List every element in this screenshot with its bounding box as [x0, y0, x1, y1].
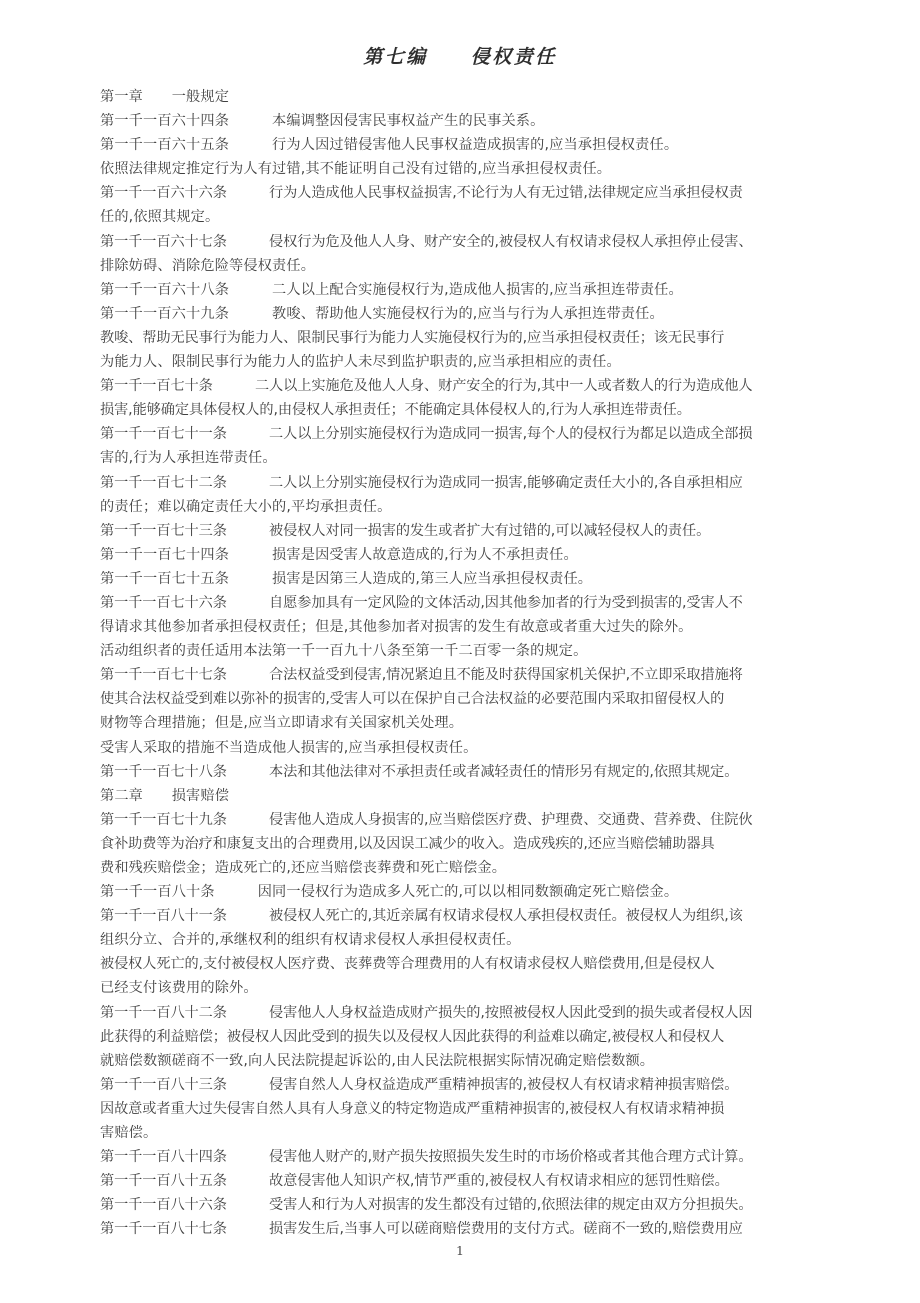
document-line: 第一千一百八十四条 侵害他人财产的,财产损失按照损失发生时的市场价格或者其他合理方式计算。 [100, 1149, 753, 1166]
document-line: 害的,行为人承担连带责任。 [100, 450, 277, 467]
document-line: 已经支付该费用的除外。 [100, 980, 258, 997]
document-line: 第二章 损害赔偿 [100, 787, 230, 804]
document-line: 第一千一百七十四条 损害是因受害人故意造成的,行为人不承担责任。 [100, 546, 578, 563]
document-line: 第一千一百八十五条 故意侵害他人知识产权,情节严重的,被侵权人有权请求相应的惩罚性赔偿。 [100, 1173, 729, 1190]
document-line: 任的,依照其规定。 [100, 209, 220, 226]
document-line: 第一千一百七十八条 本法和其他法律对不承担责任或者减轻责任的情形另有规定的,依照其规定。 [100, 763, 739, 780]
document-line: 排除妨碍、消除危险等侵权责任。 [100, 257, 316, 274]
document-line: 第一千一百八十三条 侵害自然人人身权益造成严重精神损害的,被侵权人有权请求精神损害赔偿。 [100, 1076, 739, 1093]
document-line: 教唆、帮助无民事行为能力人、限制民事行为能力人实施侵权行为的,应当承担侵权责任；该无民事行 [100, 329, 725, 346]
document-line: 第一千一百六十四条 本编调整因侵害民事权益产生的民事关系。 [100, 113, 545, 130]
document-line: 活动组织者的责任适用本法第一千一百九十八条至第一千二百零一条的规定。 [100, 643, 588, 660]
document-line: 被侵权人死亡的,支付被侵权人医疗费、丧葬费等合理费用的人有权请求侵权人赔偿费用,但是侵权人 [100, 956, 715, 973]
document-line: 第一千一百六十八条 二人以上配合实施侵权行为,造成他人损害的,应当承担连带责任。 [100, 281, 683, 298]
document-line: 依照法律规定推定行为人有过错,其不能证明自己没有过错的,应当承担侵权责任。 [100, 161, 612, 178]
document-line: 第一千一百六十五条 行为人因过错侵害他人民事权益造成损害的,应当承担侵权责任。 [100, 137, 679, 154]
document-line: 此获得的利益赔偿；被侵权人因此受到的损失以及侵权人因此获得的利益难以确定,被侵权人和侵权人 [100, 1028, 725, 1045]
document-line: 损害,能够确定具体侵权人的,由侵权人承担责任；不能确定具体侵权人的,行为人承担连带责任。 [100, 402, 691, 419]
document-line: 第一千一百六十九条 教唆、帮助他人实施侵权行为的,应当与行为人承担连带责任。 [100, 305, 664, 322]
document-line: 的责任；难以确定责任大小的,平均承担责任。 [100, 498, 392, 515]
document-line: 组织分立、合并的,承继权利的组织有权请求侵权人承担侵权责任。 [100, 932, 521, 949]
document-line: 第一千一百六十六条 行为人造成他人民事权益损害,不论行为人有无过错,法律规定应当承担侵权责 [100, 185, 743, 202]
document-line: 第一千一百八十六条 受害人和行为人对损害的发生都没有过错的,依照法律的规定由双方分担损失。 [100, 1197, 753, 1214]
document-line: 第一千一百七十二条 二人以上分别实施侵权行为造成同一损害,能够确定责任大小的,各自承担相应 [100, 474, 743, 491]
document-body [100, 85, 822, 1242]
document-line: 第一千一百七十三条 被侵权人对同一损害的发生或者扩大有过错的,可以减轻侵权人的责任。 [100, 522, 711, 539]
document-line: 使其合法权益受到难以弥补的损害的,受害人可以在保护自己合法权益的必要范围内采取扣留侵权人的 [100, 691, 725, 708]
document-line: 就赔偿数额磋商不一致,向人民法院提起诉讼的,由人民法院根据实际情况确定赔偿数额。 [100, 1052, 655, 1069]
document-line: 财物等合理措施；但是,应当立即请求有关国家机关处理。 [100, 715, 464, 732]
document-line: 第一章 一般规定 [100, 89, 230, 105]
document-line: 第一千一百六十七条 侵权行为危及他人人身、财产安全的,被侵权人有权请求侵权人承担停止侵害、 [100, 233, 753, 250]
document-line: 第一千一百七十五条 损害是因第三人造成的,第三人应当承担侵权责任。 [100, 570, 593, 587]
document-line: 费和残疾赔偿金；造成死亡的,还应当赔偿丧葬费和死亡赔偿金。 [100, 860, 507, 876]
document-line: 第一千一百七十一条 二人以上分别实施侵权行为造成同一损害,每个人的侵权行为都足以造成全部损 [100, 426, 753, 443]
document-line: 害赔偿。 [100, 1125, 158, 1142]
document-line: 第一千一百七十九条 侵害他人造成人身损害的,应当赔偿医疗费、护理费、交通费、营养费、住院伙 [100, 811, 753, 828]
document-line: 因故意或者重大过失侵害自然人具有人身意义的特定物造成严重精神损害的,被侵权人有权请求精神损 [100, 1100, 725, 1117]
document-line: 食补助费等为治疗和康复支出的合理费用,以及因误工减少的收入。造成残疾的,还应当赔偿辅助器具 [100, 835, 715, 852]
document-line: 为能力人、限制民事行为能力人的监护人未尽到监护职责的,应当承担相应的责任。 [100, 354, 621, 371]
document-line: 第一千一百七十六条 自愿参加具有一定风险的文体活动,因其他参加者的行为受到损害的,受害人不 [100, 594, 743, 611]
document-line: 第一千一百八十七条 损害发生后,当事人可以磋商赔偿费用的支付方式。磋商不一致的,赔偿费用应 [100, 1221, 743, 1238]
page-title: 第七编 侵权责任 [363, 46, 557, 68]
document-line: 得请求其他参加者承担侵权责任；但是,其他参加者对损害的发生有故意或者重大过失的除外。 [100, 619, 693, 636]
document-line: 第一千一百八十二条 侵害他人人身权益造成财产损失的,按照被侵权人因此受到的损失或者侵权人因 [100, 1004, 753, 1021]
page-number: 1 [456, 1243, 464, 1258]
document-line: 第一千一百八十条 因同一侵权行为造成多人死亡的,可以以相同数额确定死亡赔偿金。 [100, 884, 679, 901]
document-line: 第一千一百七十条 二人以上实施危及他人人身、财产安全的行为,其中一人或者数人的行为造成他人 [100, 378, 753, 395]
document-line: 第一千一百八十一条 被侵权人死亡的,其近亲属有权请求侵权人承担侵权责任。被侵权人为组织,该 [100, 908, 743, 925]
document-line: 受害人采取的措施不当造成他人损害的,应当承担侵权责任。 [100, 739, 478, 756]
document-line: 第一千一百七十七条 合法权益受到侵害,情况紧迫且不能及时获得国家机关保护,不立即采取措施将 [100, 667, 743, 684]
